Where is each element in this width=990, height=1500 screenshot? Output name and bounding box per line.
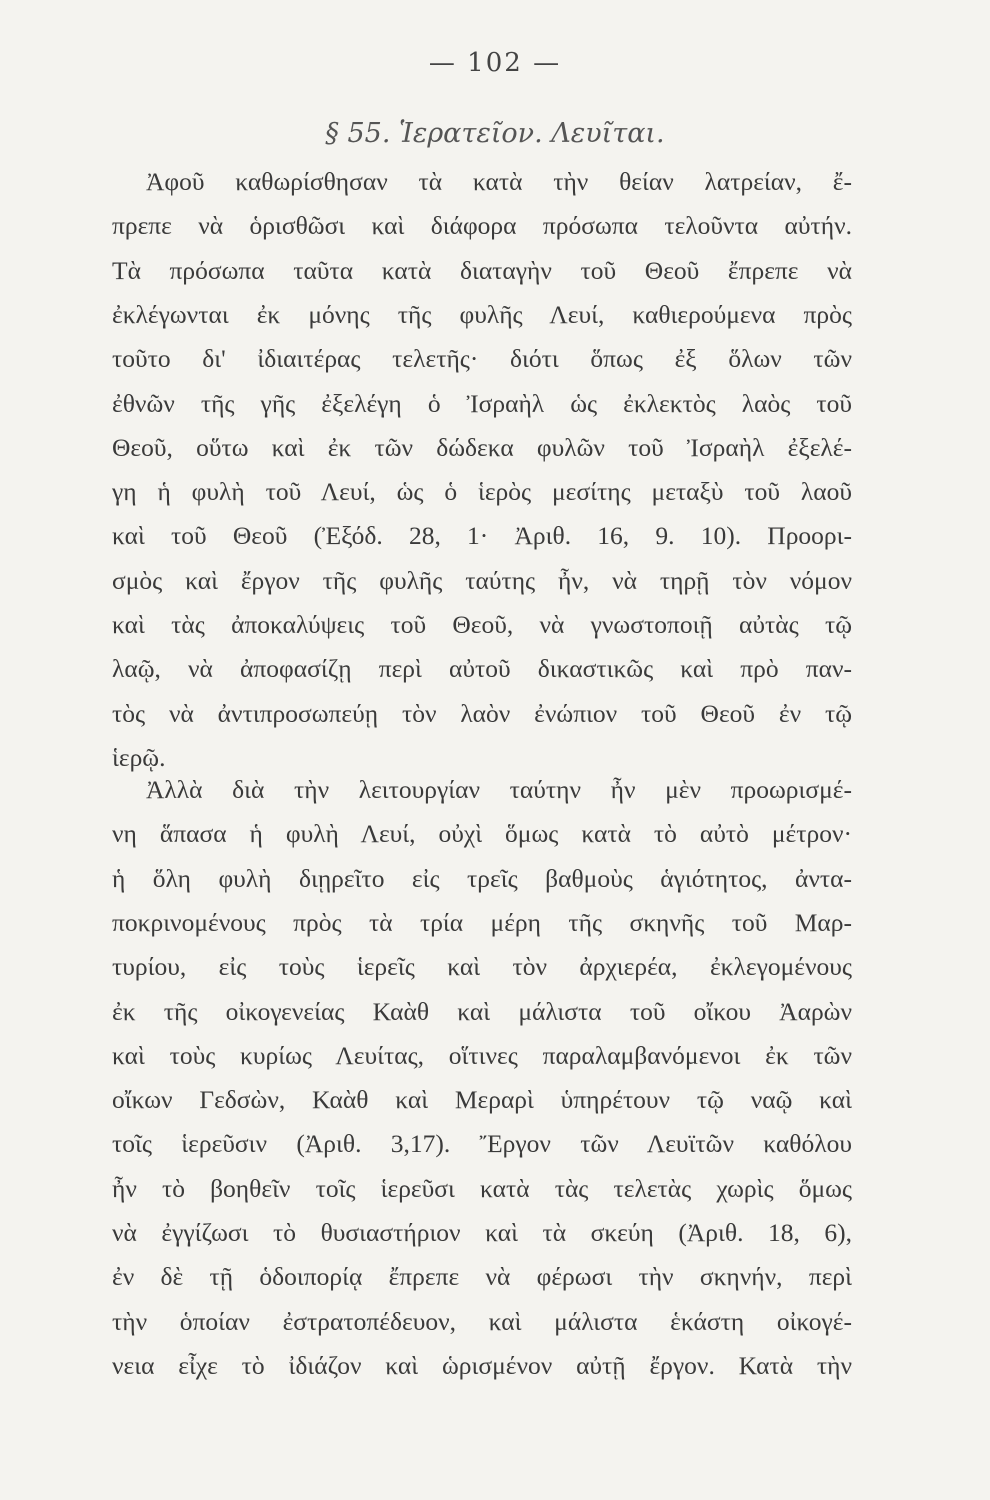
text-line: ἐκ τῆς οἰκογενείας Καὰθ καὶ μάλιστα τοῦ οἴκου Ἀαρὼν — [112, 996, 852, 1026]
text-line: τοῦτο δι' ἰδιαιτέρας τελετῆς· διότι ὅπως ἐξ ὅλων τῶν — [112, 344, 852, 374]
text-line: τὴν ὁποίαν ἐστρατοπέδευον, καὶ μάλιστα ἑκάστη οἰκογέ- — [112, 1306, 852, 1336]
text-line: Ἀφοῦ καθωρίσθησαν τὰ κατὰ τὴν θείαν λατρείαν, ἔ- — [146, 167, 852, 196]
text-line: νη ἅπασα ἡ φυλὴ Λευί, οὐχὶ ὅμως κατὰ τὸ αὐτὸ μέτρον· — [112, 819, 852, 849]
text-line: νὰ ἐγγίζωσι τὸ θυσιαστήριον καὶ τὰ σκεύη (Ἀριθ. 18, 6), — [112, 1218, 852, 1247]
text-line: Θεοῦ, οὕτω καὶ ἐκ τῶν δώδεκα φυλῶν τοῦ Ἰσραὴλ ἐξελέ- — [112, 432, 852, 462]
page-number: — 102 — — [428, 48, 562, 78]
text-line: Τὰ πρόσωπα ταῦτα κατὰ διαταγὴν τοῦ Θεοῦ ἔπρεπε νὰ — [112, 255, 852, 285]
section-heading: § 55. Ἱερατεῖον. Λευῖται. — [325, 118, 665, 149]
text-line: γη ἡ φυλὴ τοῦ Λευί, ὡς ὁ ἱερὸς μεσίτης μεταξὺ τοῦ λαοῦ — [112, 477, 852, 507]
text-line: ἐν δὲ τῇ ὁδοιπορίᾳ ἔπρεπε νὰ φέρωσι τὴν σκηνήν, περὶ — [112, 1262, 852, 1292]
text-line: ἐθνῶν τῆς γῆς ἐξελέγη ὁ Ἰσραὴλ ὡς ἐκλεκτὸς λαὸς τοῦ — [112, 388, 852, 418]
text-line: ἡ ὅλη φυλὴ διῃρεῖτο εἰς τρεῖς βαθμοὺς ἁγιότητος, ἀντα- — [112, 863, 852, 893]
text-line: καὶ τοῦ Θεοῦ (Ἐξόδ. 28, 1· Ἀριθ. 16, 9. 10). Προορι- — [112, 521, 852, 551]
text-line: πρεπε νὰ ὁρισθῶσι καὶ διάφορα πρόσωπα τελοῦντα αὐτήν. — [112, 211, 852, 241]
text-line: καὶ τοὺς κυρίως Λευίτας, οἵτινες παραλαμβανόμενοι ἐκ τῶν — [112, 1040, 852, 1070]
text-line: λαῷ, νὰ ἀποφασίζῃ περὶ αὐτοῦ δικαστικῶς καὶ πρὸ παν- — [112, 654, 852, 684]
text-line: νεια εἶχε τὸ ἰδιάζον καὶ ὡρισμένον αὐτῇ ἔργον. Κατὰ τὴν — [112, 1350, 852, 1380]
text-line: τὸς νὰ ἀντιπροσωπεύῃ τὸν λαὸν ἐνώπιον τοῦ Θεοῦ ἐν τῷ — [112, 698, 852, 728]
text-line: ἐκλέγωνται ἐκ μόνης τῆς φυλῆς Λευί, καθιερούμενα πρὸς — [112, 299, 852, 329]
text-line: οἴκων Γεδσὼν, Καὰθ καὶ Μεραρὶ ὑπηρέτουν τῷ ναῷ καὶ — [112, 1085, 852, 1115]
text-line: ἱερῷ. — [112, 742, 166, 772]
text-line: ποκρινομένους πρὸς τὰ τρία μέρη τῆς σκηνῆς τοῦ Μαρ- — [112, 907, 852, 937]
text-line: ἦν τὸ βοηθεῖν τοῖς ἱερεῦσι κατὰ τὰς τελετὰς χωρὶς ὅμως — [112, 1173, 852, 1203]
text-line: σμὸς καὶ ἔργον τῆς φυλῆς ταύτης ἦν, νὰ τηρῇ τὸν νόμον — [112, 565, 852, 595]
text-line: τυρίου, εἰς τοὺς ἱερεῖς καὶ τὸν ἀρχιερέα, ἐκλεγομένους — [112, 952, 852, 982]
text-line: Ἀλλὰ διὰ τὴν λειτουργίαν ταύτην ἦν μὲν προωρισμέ- — [146, 775, 852, 804]
text-line: τοῖς ἱερεῦσιν (Ἀριθ. 3,17). Ἔργον τῶν Λευϊτῶν καθόλου — [112, 1129, 852, 1159]
text-line: καὶ τὰς ἀποκαλύψεις τοῦ Θεοῦ, νὰ γνωστοποιῇ αὐτὰς τῷ — [112, 610, 852, 639]
